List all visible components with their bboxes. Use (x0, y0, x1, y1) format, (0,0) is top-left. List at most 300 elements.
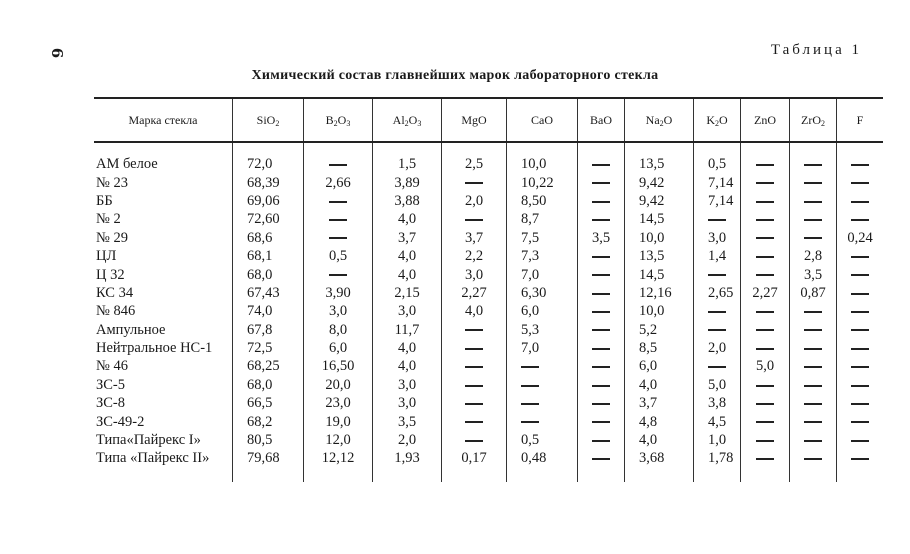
cell-na2o: 9,42 (625, 173, 694, 191)
cell-na2o: 10,0 (625, 229, 694, 247)
cell-al2o3: 11,7 (373, 321, 442, 339)
dash-mark (851, 440, 869, 442)
cell-cao: 8,7 (507, 210, 578, 228)
cell-zno: 2,27 (741, 284, 790, 302)
table-row (94, 339, 883, 357)
dash-mark (465, 385, 483, 387)
dash-mark (465, 219, 483, 221)
dash-mark (756, 219, 774, 221)
cell-al2o3: 3,88 (373, 192, 442, 210)
cell-bao: 3,5 (578, 229, 625, 247)
cell-f (837, 284, 884, 302)
cell-zro2 (790, 449, 837, 467)
cell-bao (578, 155, 625, 173)
cell-mgo (442, 394, 507, 412)
cell-zno (741, 155, 790, 173)
cell-k2o: 2,65 (694, 284, 741, 302)
dash-mark (804, 421, 822, 423)
cell-f (837, 394, 884, 412)
dash-mark (592, 329, 610, 331)
cell-al2o3: 4,0 (373, 339, 442, 357)
cell-cao: 6,30 (507, 284, 578, 302)
cell-mgo (442, 210, 507, 228)
table-row (94, 431, 883, 449)
dash-mark (465, 440, 483, 442)
dash-mark (851, 348, 869, 350)
cell-k2o: 5,0 (694, 376, 741, 394)
table-row (94, 449, 883, 467)
cell-cao: 6,0 (507, 302, 578, 320)
cell-bao (578, 339, 625, 357)
cell-zro2 (790, 173, 837, 191)
dash-mark (851, 164, 869, 166)
cell-mgo (442, 173, 507, 191)
cell-zno (741, 412, 790, 430)
cell-zro2: 3,5 (790, 265, 837, 283)
cell-f (837, 302, 884, 320)
cell-na2o: 8,5 (625, 339, 694, 357)
tail-row (94, 468, 883, 482)
cell-k2o (694, 321, 741, 339)
cell-na2o: 12,16 (625, 284, 694, 302)
cell-al2o3: 2,15 (373, 284, 442, 302)
dash-mark (851, 421, 869, 423)
header-row (94, 98, 883, 142)
dash-mark (851, 366, 869, 368)
cell-zro2 (790, 229, 837, 247)
dash-mark (329, 219, 347, 221)
dash-mark (592, 421, 610, 423)
header-mgo: MgO (442, 98, 507, 142)
cell-f (837, 339, 884, 357)
page-number: 6 (48, 47, 67, 59)
dash-mark (804, 219, 822, 221)
cell-f (837, 357, 884, 375)
dash-mark (851, 403, 869, 405)
header-b2o3: $B_2O_3$ (304, 98, 373, 142)
cell-sio2: 68,39 (233, 173, 304, 191)
dash-mark (851, 385, 869, 387)
cell-cao: 7,0 (507, 339, 578, 357)
cell-glass-brand: ЗС-8 (96, 395, 126, 412)
cell-zno (741, 173, 790, 191)
header-sio2: SiO$_2$ (233, 98, 304, 142)
cell-f (837, 449, 884, 467)
cell-bao (578, 284, 625, 302)
dash-mark (756, 201, 774, 203)
dash-mark (756, 440, 774, 442)
table-row (94, 247, 883, 265)
dash-mark (804, 348, 822, 350)
cell-b2o3: 23,0 (304, 394, 373, 412)
cell-al2o3: 4,0 (373, 247, 442, 265)
dash-mark (592, 256, 610, 258)
cell-sio2: 74,0 (233, 302, 304, 320)
dash-mark (592, 366, 610, 368)
cell-mgo (442, 412, 507, 430)
cell-al2o3: 2,0 (373, 431, 442, 449)
dash-mark (592, 311, 610, 313)
dash-mark (329, 164, 347, 166)
header-k2o: $K_2O$ (694, 98, 741, 142)
cell-cao: 8,50 (507, 192, 578, 210)
table-label: Таблица 1 (770, 42, 862, 58)
cell-f (837, 155, 884, 173)
cell-zno (741, 229, 790, 247)
cell-na2o: 4,0 (625, 376, 694, 394)
cell-zno (741, 192, 790, 210)
dash-mark (804, 182, 822, 184)
dash-mark (329, 274, 347, 276)
dash-mark (521, 421, 539, 423)
cell-mgo: 2,27 (442, 284, 507, 302)
cell-zro2 (790, 357, 837, 375)
cell-sio2: 68,0 (233, 376, 304, 394)
table-body (94, 142, 883, 482)
cell-cao (507, 412, 578, 430)
dash-mark (465, 366, 483, 368)
cell-b2o3: 19,0 (304, 412, 373, 430)
cell-al2o3: 4,0 (373, 265, 442, 283)
cell-zno (741, 431, 790, 449)
cell-na2o: 4,8 (625, 412, 694, 430)
dash-mark (756, 329, 774, 331)
dash-mark (851, 329, 869, 331)
cell-glass-brand: № 46 (96, 358, 128, 375)
cell-f (837, 192, 884, 210)
cell-al2o3: 3,0 (373, 376, 442, 394)
header-na2o: $Na_2O$ (625, 98, 694, 142)
dash-mark (756, 182, 774, 184)
cell-sio2: 68,25 (233, 357, 304, 375)
cell-f (837, 431, 884, 449)
dash-mark (804, 329, 822, 331)
cell-bao (578, 265, 625, 283)
cell-na2o: 4,0 (625, 431, 694, 449)
cell-mgo: 2,5 (442, 155, 507, 173)
header-glass-brand: Марка стекла (94, 98, 233, 142)
cell-na2o: 13,5 (625, 155, 694, 173)
dash-mark (465, 403, 483, 405)
cell-glass-brand: ЗС-5 (96, 376, 126, 393)
cell-mgo (442, 321, 507, 339)
cell-k2o: 4,5 (694, 412, 741, 430)
cell-bao (578, 210, 625, 228)
cell-b2o3: 16,50 (304, 357, 373, 375)
header-cao: CaO (507, 98, 578, 142)
cell-glass-brand: Ампульное (96, 321, 166, 338)
cell-mgo (442, 431, 507, 449)
dash-mark (592, 274, 610, 276)
cell-glass-brand: ББ (96, 192, 113, 209)
cell-zno (741, 339, 790, 357)
cell-sio2: 68,0 (233, 265, 304, 283)
table-row (94, 192, 883, 210)
cell-glass-brand: Типа «Пайрекс II» (96, 450, 210, 467)
table-row (94, 155, 883, 173)
dash-mark (756, 274, 774, 276)
cell-k2o: 2,0 (694, 339, 741, 357)
cell-bao (578, 412, 625, 430)
header-zno: ZnO (741, 98, 790, 142)
cell-zro2 (790, 412, 837, 430)
dash-mark (592, 201, 610, 203)
cell-zro2 (790, 431, 837, 449)
cell-bao (578, 192, 625, 210)
dash-mark (465, 348, 483, 350)
cell-b2o3: 3,90 (304, 284, 373, 302)
cell-glass-brand: Нейтральное НС-1 (96, 340, 213, 357)
cell-cao: 0,48 (507, 449, 578, 467)
spacer-row (94, 142, 883, 155)
cell-cao: 5,3 (507, 321, 578, 339)
cell-na2o: 14,5 (625, 265, 694, 283)
cell-sio2: 68,1 (233, 247, 304, 265)
dash-mark (851, 311, 869, 313)
cell-glass-brand: АМ белое (96, 156, 158, 173)
cell-bao (578, 321, 625, 339)
cell-zro2 (790, 321, 837, 339)
cell-sio2: 68,2 (233, 412, 304, 430)
dash-mark (804, 201, 822, 203)
cell-zno (741, 394, 790, 412)
cell-k2o: 0,5 (694, 155, 741, 173)
cell-b2o3: 0,5 (304, 247, 373, 265)
cell-zro2 (790, 210, 837, 228)
cell-k2o: 1,4 (694, 247, 741, 265)
cell-bao (578, 376, 625, 394)
header-zro2: ZrO$_2$ (790, 98, 837, 142)
cell-zno (741, 210, 790, 228)
cell-glass-brand: № 2 (96, 211, 121, 228)
cell-zro2 (790, 302, 837, 320)
dash-mark (708, 366, 726, 368)
dash-mark (804, 164, 822, 166)
dash-mark (592, 403, 610, 405)
cell-f (837, 376, 884, 394)
cell-zno (741, 449, 790, 467)
cell-b2o3 (304, 192, 373, 210)
cell-k2o (694, 357, 741, 375)
cell-na2o: 10,0 (625, 302, 694, 320)
dash-mark (804, 385, 822, 387)
cell-b2o3: 12,12 (304, 449, 373, 467)
dash-mark (756, 164, 774, 166)
header-bao: BaO (578, 98, 625, 142)
cell-k2o: 3,8 (694, 394, 741, 412)
table-row (94, 173, 883, 191)
cell-f (837, 412, 884, 430)
cell-zro2: 0,87 (790, 284, 837, 302)
cell-sio2: 72,0 (233, 155, 304, 173)
table-row (94, 376, 883, 394)
table-row (94, 229, 883, 247)
cell-na2o: 14,5 (625, 210, 694, 228)
cell-sio2: 72,5 (233, 339, 304, 357)
cell-f (837, 247, 884, 265)
cell-al2o3: 4,0 (373, 210, 442, 228)
cell-mgo: 2,0 (442, 192, 507, 210)
dash-mark (851, 182, 869, 184)
cell-bao (578, 394, 625, 412)
cell-cao: 7,5 (507, 229, 578, 247)
dash-mark (756, 311, 774, 313)
cell-al2o3: 3,5 (373, 412, 442, 430)
cell-sio2: 72,60 (233, 210, 304, 228)
dash-mark (756, 385, 774, 387)
dash-mark (804, 311, 822, 313)
cell-zro2 (790, 339, 837, 357)
cell-glass-brand: № 29 (96, 229, 128, 246)
cell-sio2: 68,6 (233, 229, 304, 247)
table-title: Химический состав главнейших марок лабораторного стекла (251, 68, 659, 83)
header-f: F (837, 98, 884, 142)
cell-zno (741, 321, 790, 339)
cell-mgo: 0,17 (442, 449, 507, 467)
dash-mark (804, 366, 822, 368)
cell-zno (741, 265, 790, 283)
cell-zro2: 2,8 (790, 247, 837, 265)
cell-zro2 (790, 155, 837, 173)
cell-sio2: 69,06 (233, 192, 304, 210)
cell-glass-brand: КС 34 (96, 284, 134, 301)
table-row (94, 412, 883, 430)
dash-mark (756, 348, 774, 350)
cell-bao (578, 357, 625, 375)
cell-f (837, 173, 884, 191)
cell-b2o3: 2,66 (304, 173, 373, 191)
cell-cao: 7,0 (507, 265, 578, 283)
cell-k2o (694, 302, 741, 320)
dash-mark (708, 311, 726, 313)
cell-glass-brand: ЗС-49-2 (96, 413, 145, 430)
table-row (94, 284, 883, 302)
cell-f (837, 210, 884, 228)
cell-k2o: 7,14 (694, 192, 741, 210)
cell-bao (578, 431, 625, 449)
cell-k2o: 7,14 (694, 173, 741, 191)
cell-k2o (694, 265, 741, 283)
cell-bao (578, 449, 625, 467)
table-row (94, 357, 883, 375)
table-row (94, 302, 883, 320)
cell-b2o3: 12,0 (304, 431, 373, 449)
dash-mark (708, 219, 726, 221)
cell-zro2 (790, 192, 837, 210)
dash-mark (592, 182, 610, 184)
cell-cao (507, 357, 578, 375)
cell-f (837, 265, 884, 283)
dash-mark (465, 182, 483, 184)
composition-table (94, 97, 883, 482)
cell-sio2: 79,68 (233, 449, 304, 467)
cell-na2o: 5,2 (625, 321, 694, 339)
cell-b2o3 (304, 229, 373, 247)
dash-mark (756, 256, 774, 258)
dash-mark (851, 274, 869, 276)
cell-mgo (442, 357, 507, 375)
dash-mark (521, 385, 539, 387)
cell-zno (741, 302, 790, 320)
cell-glass-brand: № 23 (96, 174, 128, 191)
cell-cao: 0,5 (507, 431, 578, 449)
table-row (94, 394, 883, 412)
cell-b2o3 (304, 155, 373, 173)
dash-mark (804, 458, 822, 460)
cell-mgo (442, 376, 507, 394)
cell-cao: 10,0 (507, 155, 578, 173)
cell-al2o3: 1,93 (373, 449, 442, 467)
cell-mgo (442, 339, 507, 357)
dash-mark (592, 164, 610, 166)
dash-mark (756, 458, 774, 460)
cell-al2o3: 3,0 (373, 394, 442, 412)
cell-k2o: 1,78 (694, 449, 741, 467)
cell-k2o (694, 210, 741, 228)
dash-mark (592, 348, 610, 350)
dash-mark (708, 274, 726, 276)
cell-bao (578, 173, 625, 191)
dash-mark (756, 403, 774, 405)
dash-mark (851, 219, 869, 221)
cell-cao: 7,3 (507, 247, 578, 265)
dash-mark (592, 385, 610, 387)
dash-mark (521, 403, 539, 405)
cell-al2o3: 3,7 (373, 229, 442, 247)
cell-zno (741, 247, 790, 265)
cell-k2o: 3,0 (694, 229, 741, 247)
cell-b2o3: 20,0 (304, 376, 373, 394)
dash-mark (592, 440, 610, 442)
dash-mark (329, 237, 347, 239)
cell-glass-brand: № 846 (96, 303, 136, 320)
dash-mark (756, 421, 774, 423)
dash-mark (804, 440, 822, 442)
header-al2o3: $Al_2O_3$ (373, 98, 442, 142)
cell-al2o3: 3,89 (373, 173, 442, 191)
cell-na2o: 3,7 (625, 394, 694, 412)
dash-mark (851, 201, 869, 203)
cell-al2o3: 1,5 (373, 155, 442, 173)
cell-na2o: 3,68 (625, 449, 694, 467)
dash-mark (804, 403, 822, 405)
dash-mark (465, 421, 483, 423)
cell-na2o: 13,5 (625, 247, 694, 265)
cell-k2o: 1,0 (694, 431, 741, 449)
cell-b2o3 (304, 265, 373, 283)
dash-mark (804, 237, 822, 239)
cell-glass-brand: ЦЛ (96, 248, 117, 265)
cell-zro2 (790, 376, 837, 394)
dash-mark (465, 329, 483, 331)
dash-mark (708, 329, 726, 331)
dash-mark (592, 293, 610, 295)
cell-zro2 (790, 394, 837, 412)
cell-f: 0,24 (837, 229, 884, 247)
cell-sio2: 67,43 (233, 284, 304, 302)
cell-zno: 5,0 (741, 357, 790, 375)
cell-sio2: 67,8 (233, 321, 304, 339)
cell-f (837, 321, 884, 339)
table-row (94, 210, 883, 228)
cell-mgo: 4,0 (442, 302, 507, 320)
cell-sio2: 66,5 (233, 394, 304, 412)
table-row (94, 265, 883, 283)
cell-cao: 10,22 (507, 173, 578, 191)
cell-cao (507, 376, 578, 394)
dash-mark (851, 256, 869, 258)
dash-mark (851, 293, 869, 295)
